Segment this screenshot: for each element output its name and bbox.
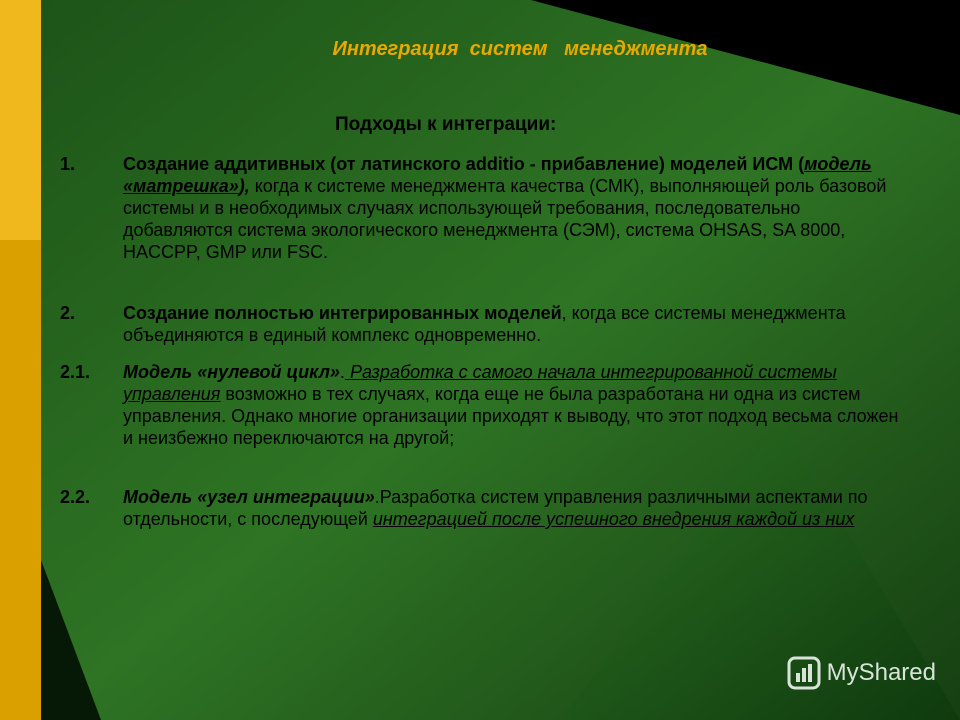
model-name: модель «матрешка»: [123, 154, 872, 196]
section-subtitle: Подходы к интеграции:: [335, 114, 557, 135]
slide-title: Интеграция систем менеджмента: [332, 38, 708, 60]
logo-text: MyShared: [826, 659, 936, 686]
list-item: [60, 153, 920, 288]
item-text: Модель «узел интеграции».Разработка систем управления различными аспектами по отдельности, с последующей интеграцией после успешного внедрения каждой из них: [123, 487, 868, 529]
slide-background: [41, 0, 960, 720]
item-number: 2.1.: [60, 362, 91, 382]
list-item: [60, 361, 920, 473]
item-text: Создание полностью интегрированных моделей, когда все системы менеджмента объединяются в единый комплекс одновременно.: [123, 303, 846, 345]
list-item: [60, 486, 920, 554]
underlined-link[interactable]: Разработка с самого начала интегрированной системы управления: [123, 362, 837, 404]
model-name: Модель «нулевой цикл»: [123, 362, 340, 382]
item-number: 2.: [60, 303, 76, 323]
myshared-logo-icon: [787, 656, 821, 690]
item-text: Модель «нулевой цикл». Разработка с самого начала интегрированной системы управления возможно в тех случаях, когда еще не была разработана ни одна из систем управления. Однако многие организации приходят к выводу, что этот подход весьма сложен и неизбежно переключаются на другой;: [123, 362, 899, 448]
model-name: Модель «узел интеграции»: [123, 487, 375, 507]
item-number: 2.2.: [60, 487, 91, 507]
item-number: 1.: [60, 154, 76, 174]
myshared-logo[interactable]: [787, 656, 936, 690]
underlined-link[interactable]: интеграцией после успешного внедрения каждой из них: [372, 509, 855, 529]
item-text: Создание аддитивных (от латинского additio - прибавление) моделей ИСМ (модель «матрешка»), когда к системе менеджмента качества (СМК), выполняющей роль базовой системы и в необходимых случаях использующей требования, последовательно добавляются система экологического менеджмента (СЭМ), система OHSAS, SA 8000, HACCPP, GMP или FSC.: [123, 154, 887, 262]
left-accent-stripe-top: [0, 0, 41, 240]
list-item: [60, 302, 920, 348]
